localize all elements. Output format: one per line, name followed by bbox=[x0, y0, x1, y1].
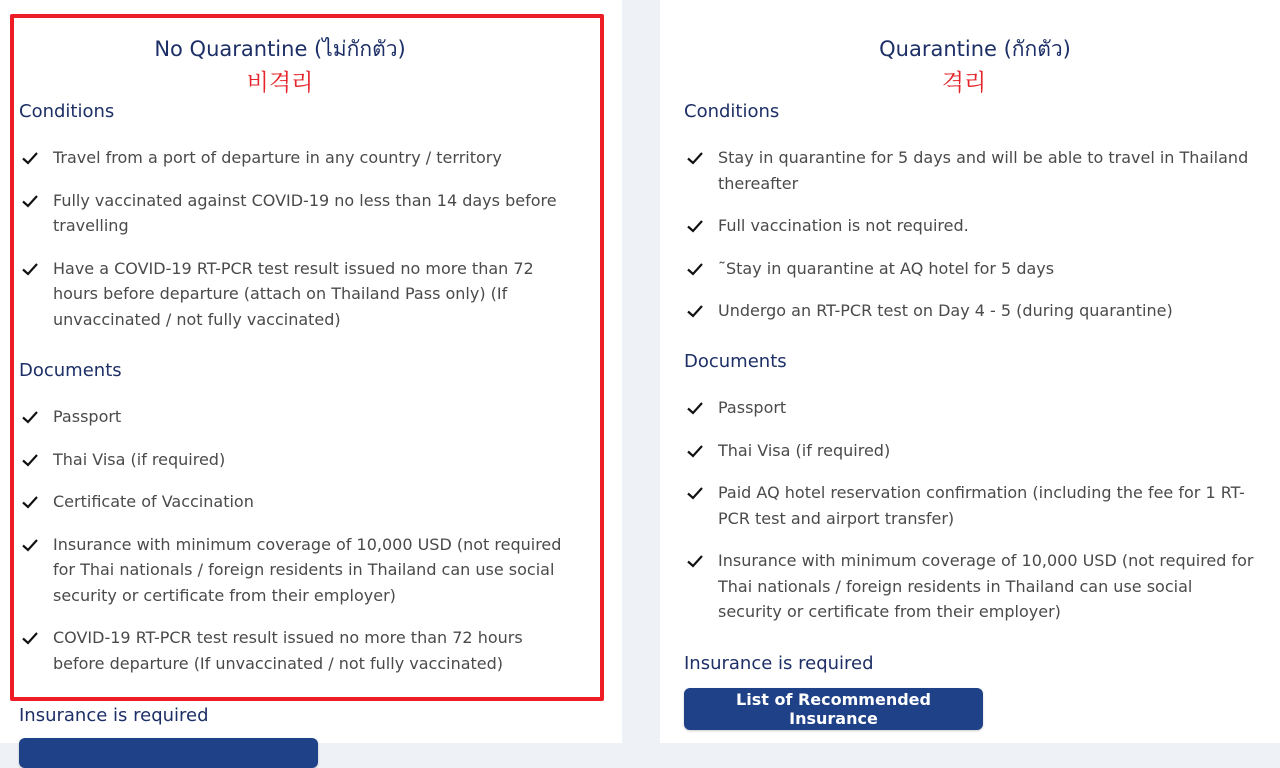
list-item: Full vaccination is not required. bbox=[684, 213, 1254, 239]
check-icon bbox=[686, 217, 704, 235]
list-item: Undergo an RT-PCR test on Day 4 - 5 (during quarantine) bbox=[684, 298, 1254, 324]
check-icon bbox=[686, 260, 704, 278]
list-item: Passport bbox=[19, 404, 579, 430]
check-icon bbox=[686, 552, 704, 570]
list-item: COVID-19 RT-PCR test result issued no more than 72 hours before departure (If unvaccinated / not fully vaccinated) bbox=[19, 625, 579, 676]
list-item: Passport bbox=[684, 395, 1254, 421]
recommended-insurance-button[interactable]: List of Recommended Insurance bbox=[684, 688, 983, 730]
panel-title: No Quarantine (ไม่กักตัว) bbox=[154, 37, 406, 61]
list-item: Thai Visa (if required) bbox=[684, 438, 1254, 464]
check-icon bbox=[686, 302, 704, 320]
list-item: Stay in quarantine for 5 days and will be able to travel in Thailand thereafter bbox=[684, 145, 1254, 196]
list-item: Insurance with minimum coverage of 10,000 USD (not required for Thai nationals / foreign residents in Thailand can use social security or certificate from their employer) bbox=[684, 548, 1254, 625]
list-item: Insurance with minimum coverage of 10,000 USD (not required for Thai nationals / foreign residents in Thailand can use social security or certificate from their employer) bbox=[19, 532, 579, 609]
insurance-heading: Insurance is required bbox=[19, 705, 209, 726]
documents-list bbox=[684, 395, 1254, 642]
list-item: Fully vaccinated against COVID-19 no less than 14 days before travelling bbox=[19, 188, 579, 239]
panel-title: Quarantine (กักตัว) bbox=[879, 37, 1071, 61]
list-item: ˜Stay in quarantine at AQ hotel for 5 days bbox=[684, 256, 1254, 282]
check-icon bbox=[686, 484, 704, 502]
conditions-heading: Conditions bbox=[19, 101, 115, 122]
check-icon bbox=[686, 399, 704, 417]
panel-subtitle-korean: 비격리 bbox=[246, 70, 314, 96]
conditions-heading: Conditions bbox=[684, 101, 780, 122]
panel-subtitle-korean: 격리 bbox=[941, 70, 987, 96]
conditions-list bbox=[684, 145, 1254, 341]
list-item: Paid AQ hotel reservation confirmation (including the fee for 1 RT-PCR test and airport transfer) bbox=[684, 480, 1254, 531]
list-item: Thai Visa (if required) bbox=[19, 447, 579, 473]
list-item: Have a COVID-19 RT-PCR test result issued no more than 72 hours before departure (attach on Thailand Pass only) (If unvaccinated / not fully vaccinated) bbox=[19, 256, 579, 333]
list-item: Certificate of Vaccination bbox=[19, 489, 579, 515]
check-icon bbox=[686, 442, 704, 460]
quarantine-panel bbox=[660, 0, 1280, 743]
check-icon bbox=[686, 149, 704, 167]
documents-heading: Documents bbox=[19, 360, 122, 381]
highlight-annotation-box bbox=[10, 14, 604, 701]
documents-heading: Documents bbox=[684, 351, 787, 372]
insurance-heading: Insurance is required bbox=[684, 653, 874, 674]
list-item: Travel from a port of departure in any country / territory bbox=[19, 145, 579, 171]
